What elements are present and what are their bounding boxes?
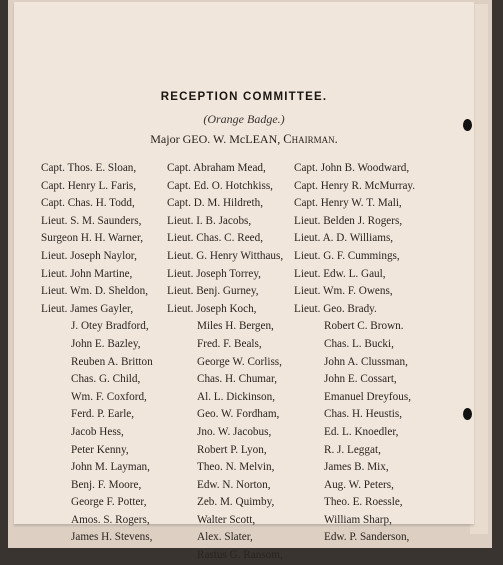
member-name: William Sharp, [324, 513, 392, 526]
member-name: Lieut. A. D. Williams, [294, 232, 394, 245]
member-name: Ferd. P. Earle, [71, 408, 135, 421]
member-name: Edw. P. Sanderson, [324, 531, 410, 544]
member-name: Lieut. Joseph Torrey, [167, 267, 261, 280]
member-name: John E. Bazley, [71, 337, 141, 350]
member-name: Chas. L. Bucki, [324, 337, 394, 350]
member-name: Surgeon H. H. Warner, [41, 232, 144, 245]
member-name: Lieut. Joseph Naylor, [41, 249, 137, 262]
member-name: Amos. S. Rogers, [71, 513, 150, 526]
member-name: Geo. W. Fordham, [197, 408, 280, 421]
member-name: Lieut. Belden J. Rogers, [294, 214, 403, 227]
member-name: Al. L. Dickinson, [197, 390, 275, 403]
member-name: R. J. Leggat, [324, 443, 381, 456]
member-name: Robert P. Lyon, [197, 443, 267, 456]
member-name: J. Otey Bradford, [71, 320, 149, 333]
member-name: Capt. Henry L. Faris, [41, 179, 137, 192]
member-column-3 [294, 160, 415, 547]
member-name: Miles H. Bergen, [197, 320, 274, 333]
member-name: Lieut. I. B. Jacobs, [167, 214, 252, 227]
member-name: Lieut. Edw. L. Gaul, [294, 267, 386, 280]
member-name: Benj. F. Moore, [71, 478, 142, 491]
member-name: Fred. F. Beals, [197, 337, 262, 350]
member-name: Alex. Slater, [197, 531, 253, 544]
member-name: Lieut. Wm. F. Owens, [294, 285, 393, 298]
member-column-2 [167, 160, 283, 565]
member-name: Rastus G. Ransom, [197, 549, 283, 562]
member-name: Lieut. Chas. C. Reed, [167, 232, 264, 245]
member-name: Walter Scott, [197, 513, 256, 526]
member-name: Lieut. Joseph Koch, [167, 302, 257, 315]
member-name: George W. Corliss, [197, 355, 282, 368]
member-name: Edw. N. Norton, [197, 478, 271, 491]
member-name: Lieut. Geo. Brady. [294, 302, 377, 315]
chairman-name: Major GEO. W. McLEAN, [150, 132, 281, 146]
member-name: Capt. John B. Woodward, [294, 162, 410, 174]
member-name: Emanuel Dreyfous, [324, 390, 411, 403]
member-name: Theo. N. Melvin, [197, 461, 275, 474]
member-name: Aug. W. Peters, [324, 478, 394, 491]
member-name: Capt. D. M. Hildreth, [167, 197, 264, 210]
member-name: Capt. Ed. O. Hotchkiss, [167, 179, 273, 192]
member-name: Capt. Abraham Mead, [167, 162, 266, 174]
member-name: Jacob Hess, [71, 425, 124, 438]
member-name: Reuben A. Britton [71, 355, 153, 368]
member-name: Capt. Chas. H. Todd, [41, 197, 135, 210]
member-name: Lieut. Benj. Gurney, [167, 285, 259, 298]
member-name: John E. Cossart, [324, 373, 397, 386]
member-name: Lieut. S. M. Saunders, [41, 214, 142, 227]
chairman-role: Chairman. [283, 132, 338, 146]
committee-heading: RECEPTION COMMITTEE. [160, 91, 328, 103]
member-name: Peter Kenny, [71, 443, 129, 456]
member-name: Lieut. G. F. Cummings, [294, 249, 400, 262]
member-name: Lieut. G. Henry Witthaus, [167, 249, 284, 262]
member-name: John M. Layman, [71, 461, 150, 474]
document-page [14, 2, 474, 562]
member-name: Wm. F. Coxford, [71, 390, 147, 403]
chairman-line [14, 132, 474, 147]
member-name: Robert C. Brown. [324, 320, 404, 333]
badge-note: (Orange Badge.) [203, 112, 285, 126]
member-name: James B. Mix, [324, 461, 389, 474]
member-name: Lieut. John Martine, [41, 267, 133, 280]
binding-hole-top [463, 119, 472, 131]
member-name: Jno. W. Jacobus, [197, 425, 272, 438]
member-column-1 [41, 160, 153, 547]
member-name: Capt. Henry W. T. Mali, [294, 197, 402, 210]
binding-hole-bottom [463, 408, 472, 420]
member-name: Zeb. M. Quimby, [197, 496, 275, 509]
member-name: George F. Potter, [71, 496, 147, 509]
member-name: Chas. H. Heustis, [324, 408, 403, 421]
member-name: Capt. Henry R. McMurray. [294, 179, 416, 192]
member-name: Ed. L. Knoedler, [324, 425, 399, 438]
member-name: Chas. H. Chumar, [197, 373, 278, 386]
member-name: John A. Clussman, [324, 355, 408, 368]
member-name: Lieut. Wm. D. Sheldon, [41, 285, 148, 298]
member-name: Chas. G. Child, [71, 373, 141, 386]
member-name: Capt. Thos. E. Sloan, [41, 162, 137, 174]
member-name: Lieut. James Gayler, [41, 302, 134, 315]
member-name: Theo. E. Roessle, [324, 496, 403, 509]
member-name: James H. Stevens, [71, 531, 153, 544]
